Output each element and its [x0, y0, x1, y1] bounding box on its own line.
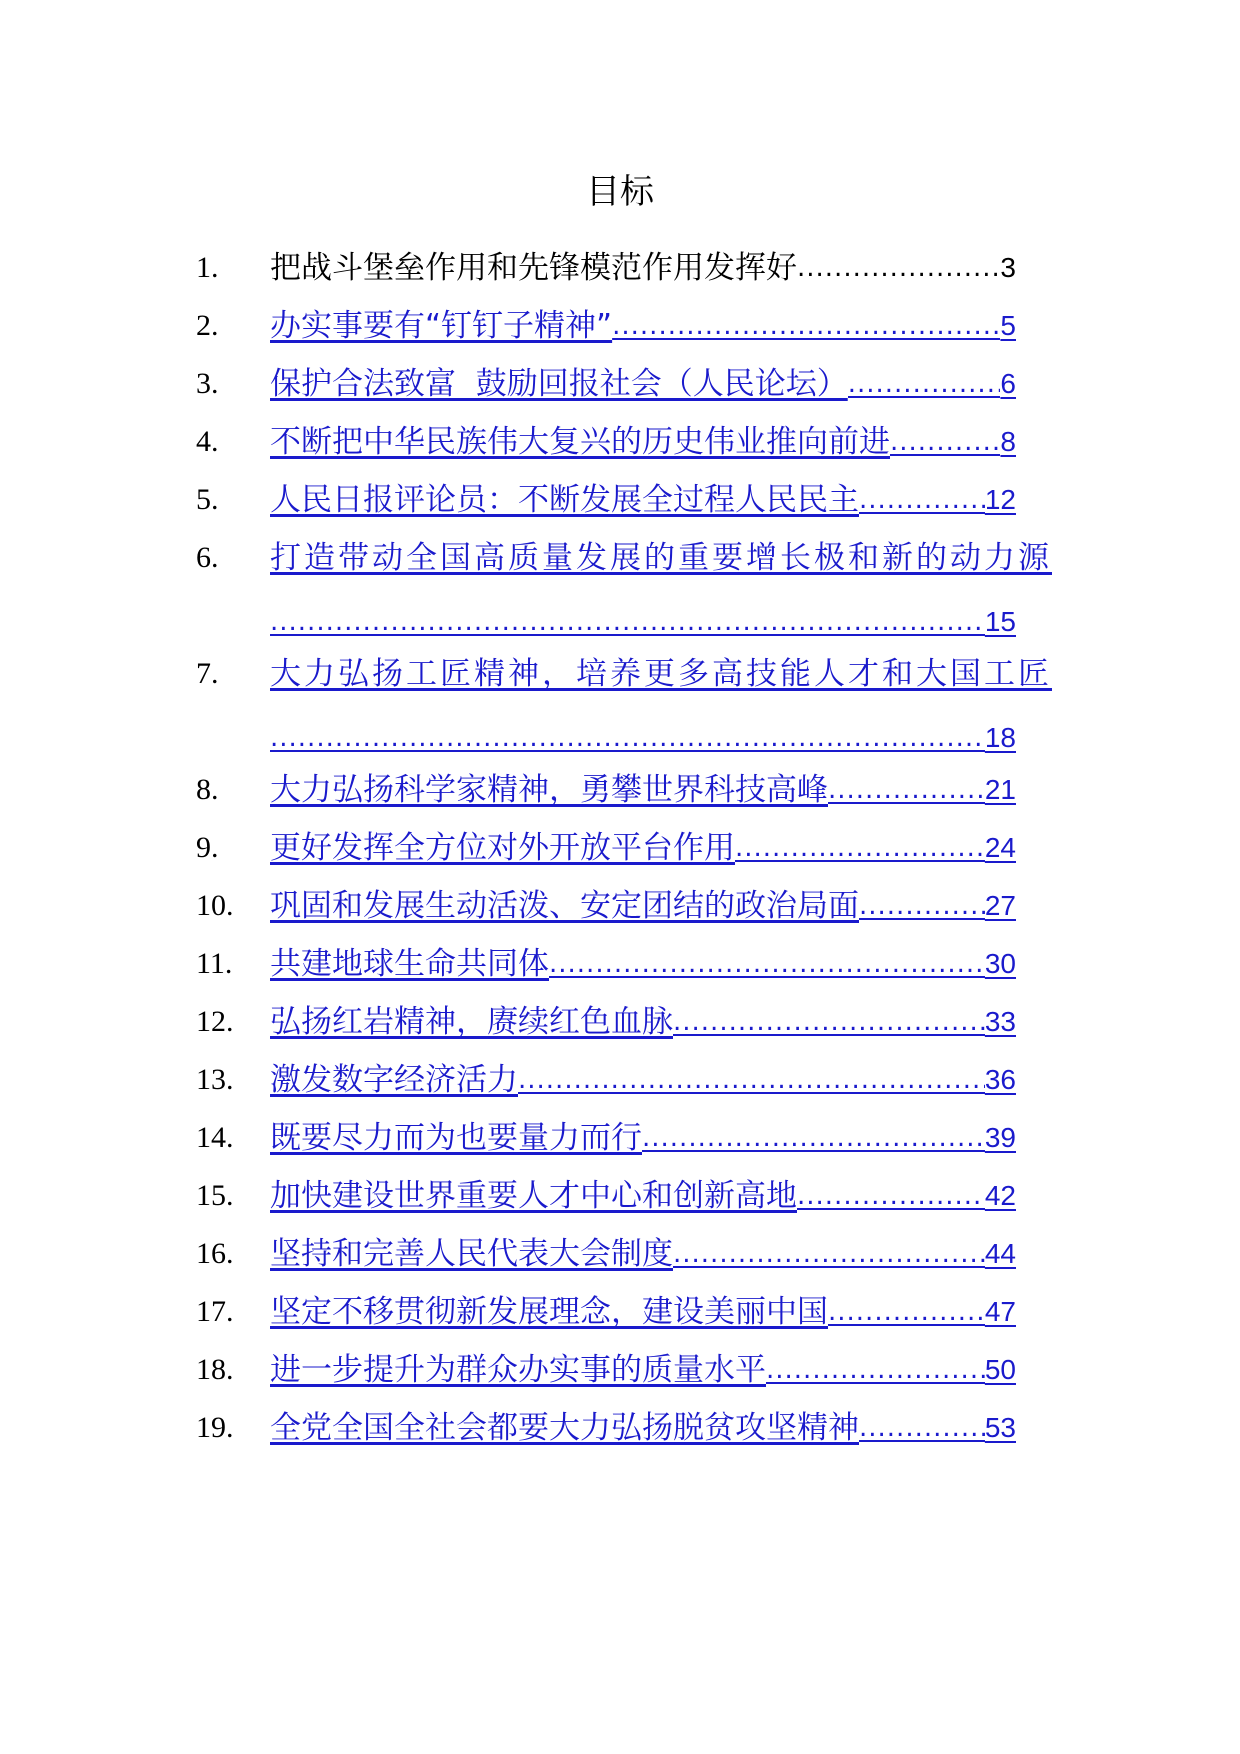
toc-link[interactable] — [270, 1348, 1016, 1392]
dot-leader — [735, 826, 985, 870]
dot-leader — [797, 246, 1000, 290]
dot-leader — [270, 716, 985, 760]
dot-leader — [766, 1348, 985, 1392]
page-number: 5 — [1000, 310, 1016, 341]
entry-title: 加快建设世界重要人才中心和创新高地 — [270, 1178, 797, 1214]
dot-leader — [642, 1116, 985, 1160]
toc-link-continued[interactable] — [270, 716, 1016, 760]
toc-link[interactable] — [270, 478, 1016, 522]
toc-link[interactable] — [270, 768, 1016, 812]
toc-link[interactable] — [270, 652, 1090, 696]
toc-entry-18 — [0, 1340, 1240, 1400]
toc-link[interactable] — [270, 304, 1016, 348]
toc-entry-4 — [0, 412, 1240, 472]
entry-title: 把战斗堡垒作用和先锋模范作用发挥好 — [270, 250, 797, 286]
page-number: 44 — [984, 1238, 1016, 1269]
entry-title: 既要尽力而为也要量力而行 — [270, 1120, 642, 1156]
dot-leader — [859, 884, 985, 928]
toc-entry-8 — [0, 760, 1240, 820]
page-number: 42 — [984, 1180, 1016, 1211]
entry-title: 坚持和完善人民代表大会制度 — [270, 1236, 673, 1272]
toc-link[interactable] — [270, 420, 1016, 464]
page-title: 目标 — [586, 172, 654, 212]
toc-link[interactable] — [270, 1290, 1016, 1334]
entry-title: 打造带动全国高质量发展的重要增长极和新的动力源 — [270, 540, 1052, 576]
entry-title: 激发数字经济活力 — [270, 1062, 518, 1098]
page-number: 8 — [1000, 426, 1016, 457]
page-number: 47 — [984, 1296, 1016, 1327]
entry-number: 6. — [196, 541, 219, 574]
entry-number: 1. — [196, 251, 219, 284]
entry-number: 7. — [196, 657, 219, 690]
toc-entry-13 — [0, 1050, 1240, 1110]
entry-title: 坚定不移贯彻新发展理念，建设美丽中国 — [270, 1294, 828, 1330]
entry-number: 2. — [196, 309, 219, 342]
entry-number: 4. — [196, 425, 219, 458]
dot-leader — [673, 1000, 985, 1044]
toc-entry-2 — [0, 296, 1240, 356]
dot-leader — [890, 420, 1000, 464]
entry-number: 3. — [196, 367, 219, 400]
page-number: 33 — [984, 1006, 1016, 1037]
toc-link[interactable] — [270, 1000, 1016, 1044]
entry-title: 全党全国全社会都要大力弘扬脱贫攻坚精神 — [270, 1410, 859, 1446]
toc-entry-5 — [0, 470, 1240, 530]
dot-leader — [828, 1290, 985, 1334]
page-number: 15 — [984, 606, 1016, 637]
toc-entry-1 — [0, 238, 1240, 298]
entry-title: 巩固和发展生动活泼、安定团结的政治局面 — [270, 888, 859, 924]
dot-leader — [270, 600, 985, 644]
toc-link[interactable] — [270, 1058, 1016, 1102]
dot-leader — [828, 768, 985, 812]
entry-number: 8. — [196, 773, 219, 806]
toc-entry-9 — [0, 818, 1240, 878]
page-number: 24 — [984, 832, 1016, 863]
entry-number: 14. — [196, 1121, 234, 1154]
toc-link[interactable] — [270, 942, 1016, 986]
page-number: 3 — [1000, 252, 1016, 283]
toc-link[interactable] — [270, 826, 1016, 870]
entry-number: 15. — [196, 1179, 234, 1212]
page-number: 12 — [984, 484, 1016, 515]
entry-title: 更好发挥全方位对外开放平台作用 — [270, 830, 735, 866]
entry-title: 共建地球生命共同体 — [270, 946, 549, 982]
page-number: 18 — [984, 722, 1016, 753]
entry-title: 不断把中华民族伟大复兴的历史伟业推向前进 — [270, 424, 890, 460]
entry-title: 人民日报评论员：不断发展全过程人民民主 — [270, 482, 859, 518]
dot-leader — [859, 1406, 985, 1450]
dot-leader — [518, 1058, 985, 1102]
entry-title: 弘扬红岩精神，赓续红色血脉 — [270, 1004, 673, 1040]
entry-number: 9. — [196, 831, 219, 864]
toc-link[interactable] — [270, 536, 1090, 580]
entry-title: 大力弘扬工匠精神，培养更多高技能人才和大国工匠 — [270, 656, 1052, 692]
toc-link[interactable] — [270, 1406, 1016, 1450]
page-number: 39 — [984, 1122, 1016, 1153]
toc-link[interactable] — [270, 362, 1016, 406]
toc-entry-7 — [0, 644, 1240, 772]
toc-entry-12 — [0, 992, 1240, 1052]
toc-entry-19 — [0, 1398, 1240, 1458]
toc-entry-17 — [0, 1282, 1240, 1342]
entry-number: 16. — [196, 1237, 234, 1270]
dot-leader — [612, 304, 1000, 348]
page-number: 53 — [984, 1412, 1016, 1443]
page-number: 6 — [1000, 368, 1016, 399]
toc-link[interactable] — [270, 1116, 1016, 1160]
toc-link[interactable] — [270, 246, 1016, 290]
entry-title: 进一步提升为群众办实事的质量水平 — [270, 1352, 766, 1388]
toc-link[interactable] — [270, 884, 1016, 928]
page-number: 50 — [984, 1354, 1016, 1385]
entry-number: 13. — [196, 1063, 234, 1096]
toc-entry-3 — [0, 354, 1240, 414]
toc-entry-16 — [0, 1224, 1240, 1284]
page-number: 36 — [984, 1064, 1016, 1095]
entry-title: 大力弘扬科学家精神，勇攀世界科技高峰 — [270, 772, 828, 808]
entry-number: 10. — [196, 889, 234, 922]
entry-title: 办实事要有“钉钉子精神” — [270, 308, 613, 344]
toc-entry-14 — [0, 1108, 1240, 1168]
entry-number: 19. — [196, 1411, 234, 1444]
toc-link-continued[interactable] — [270, 600, 1016, 644]
toc-link[interactable] — [270, 1232, 1016, 1276]
dot-leader — [848, 362, 1001, 406]
page-number: 30 — [984, 948, 1016, 979]
page-number: 27 — [984, 890, 1016, 921]
toc-entry-15 — [0, 1166, 1240, 1226]
entry-number: 18. — [196, 1353, 234, 1386]
entry-number: 12. — [196, 1005, 234, 1038]
page-number: 21 — [984, 774, 1016, 805]
dot-leader — [673, 1232, 985, 1276]
toc-entry-11 — [0, 934, 1240, 994]
toc-entry-10 — [0, 876, 1240, 936]
entry-title: 保护合法致富 鼓励回报社会（人民论坛） — [270, 366, 848, 402]
entry-number: 5. — [196, 483, 219, 516]
entry-number: 17. — [196, 1295, 234, 1328]
dot-leader — [797, 1174, 985, 1218]
dot-leader — [859, 478, 985, 522]
dot-leader — [549, 942, 985, 986]
toc-entry-6 — [0, 528, 1240, 656]
entry-number: 11. — [196, 947, 233, 980]
toc-link[interactable] — [270, 1174, 1016, 1218]
